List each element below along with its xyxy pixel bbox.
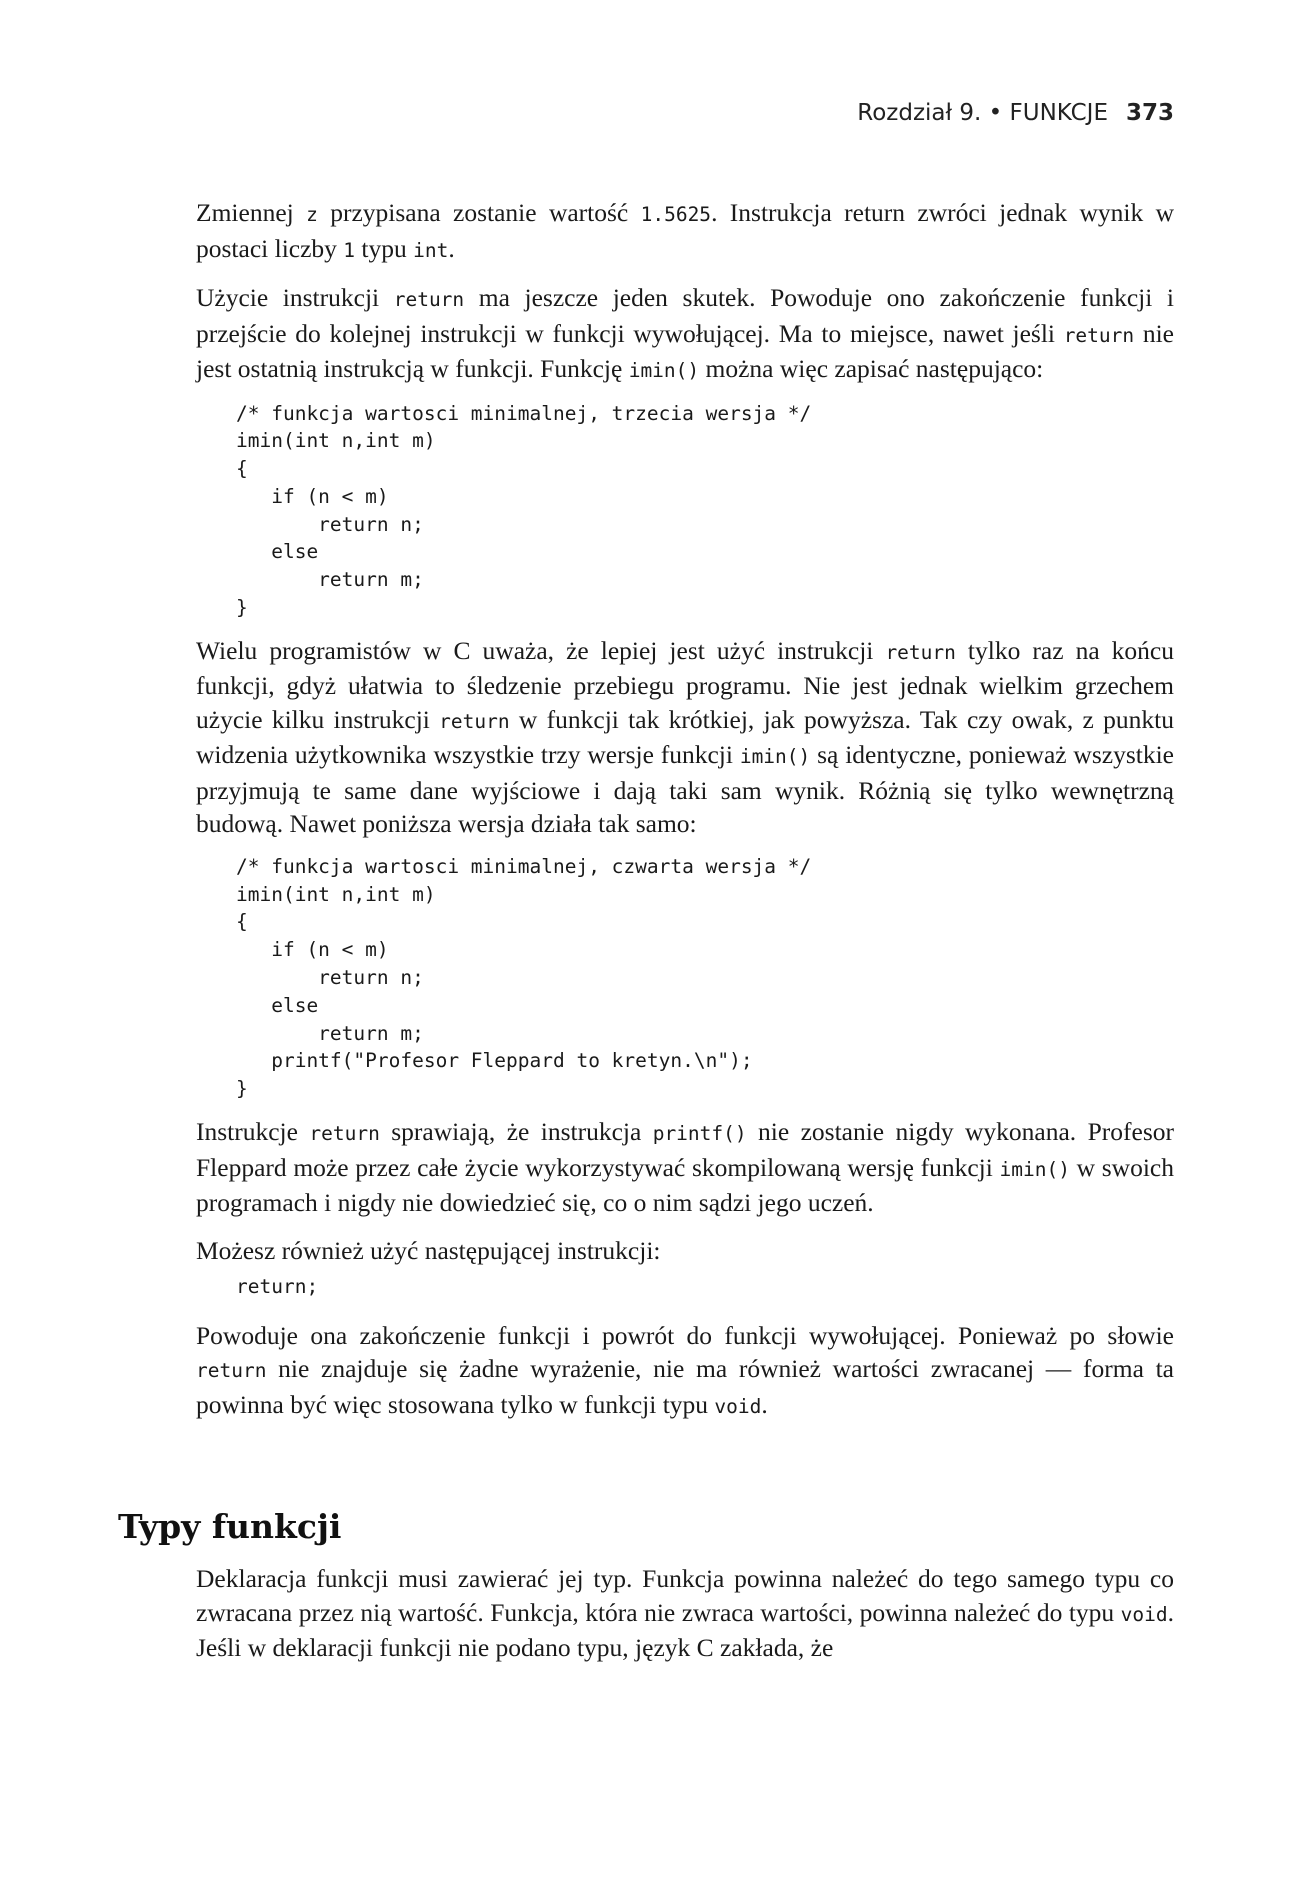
paragraph-4: [196, 1115, 1174, 1220]
inline-code: void: [714, 1394, 762, 1418]
text-run: nie jest ostatnią instrukcją w funkcji. Funkcję: [196, 318, 1174, 383]
inline-code: int: [413, 238, 449, 262]
text-run: .: [448, 233, 455, 263]
text-run: sprawiają, że instrukcja: [379, 1117, 653, 1147]
code-listing-2: /* funkcja wartosci minimalnej, czwarta wersja */ imin(int n,int m) { if (n < m) return n; else return m; printf("Profesor Fleppard to kretyn.\n"); }: [236, 854, 812, 1101]
text-run: Wielu programistów w C uważa, że lepiej jest użyć instrukcji: [196, 635, 886, 665]
inline-code: printf(): [652, 1122, 747, 1146]
inline-code: 1: [343, 238, 356, 262]
inline-code: return: [885, 640, 956, 664]
paragraph-7: [196, 1562, 1174, 1665]
section-heading: Typy funkcji: [118, 1507, 342, 1546]
text-run: przypisana zostanie wartość: [317, 198, 641, 227]
text-run: Użycie instrukcji: [196, 283, 394, 312]
text-run: Instrukcje: [196, 1117, 310, 1147]
text-run: Zmiennej: [196, 198, 307, 227]
inline-code: imin(): [628, 359, 700, 382]
inline-code: return: [1063, 323, 1135, 347]
paragraph-2: [196, 281, 1174, 388]
paragraph-3: [196, 634, 1174, 841]
section-text: [196, 1562, 1174, 1665]
inline-code: return: [393, 288, 465, 311]
inline-code: imin(): [739, 745, 811, 769]
text-run: . Instrukcja return zwróci jednak wynik w postaci liczby: [196, 198, 1174, 263]
text-run: tylko raz na końcu funkcji, gdyż ułatwia to śledzenie przebiegu programu. Nie jest jednak wielkim grzechem użycie kilku instrukcji: [196, 635, 1174, 734]
code-listing-1: /* funkcja wartosci minimalnej, trzecia wersja */ imin(int n,int m) { if (n < m) return n; else return m; }: [236, 401, 812, 620]
page-number: 373: [1125, 100, 1174, 126]
inline-code: imin(): [999, 1157, 1070, 1181]
inline-code: return: [309, 1122, 380, 1146]
code-listing-3: return;: [236, 1275, 319, 1299]
text-run: typu: [355, 233, 414, 263]
inline-code: return: [196, 1359, 267, 1383]
text-run: w swoich programach i nigdy nie dowiedzieć się, co o nim sądzi jego uczeń.: [196, 1152, 1174, 1218]
paragraph-1: [196, 196, 1174, 267]
inline-code: void: [1120, 1602, 1168, 1626]
running-header: [196, 100, 1174, 126]
text-run: . Jeśli w deklaracji funkcji nie podano typu, język C zakłada, że: [196, 1597, 1174, 1662]
text-run: można więc zapisać następująco:: [699, 354, 1044, 383]
text-run: ma jeszcze jeden skutek. Powoduje ono zakończenie funkcji i przejście do kolejnej instrukcji w funkcji wywołującej. Ma to miejsce, nawet jeśli: [196, 283, 1174, 348]
text-run: .: [761, 1389, 768, 1419]
text-run: Możesz również użyć następującej instrukcji:: [196, 1235, 661, 1265]
text-run: nie znajduje się żadne wyrażenie, nie ma również wartości zwracanej — forma ta powinna być więc stosowana tylko w funkcji typu: [196, 1354, 1174, 1419]
inline-code: z: [306, 203, 318, 226]
text-run: są identyczne, ponieważ wszystkie przyjmują te same dane wyjściowe i dają taki sam wynik. Różnią się tylko wewnętrzną budową. Nawet poniższa wersja działa tak samo:: [196, 740, 1174, 839]
text-run: nie zostanie nigdy wykonana. Profesor Fleppard może przez całe życie wykorzystywać skompilowaną wersję funkcji: [196, 1117, 1174, 1182]
text-run: Powoduje ona zakończenie funkcji i powrót do funkcji wywołującej. Ponieważ po słowie: [196, 1320, 1174, 1350]
inline-code: return: [439, 709, 510, 733]
chapter-title: Rozdział 9. • FUNKCJE: [857, 100, 1108, 126]
inline-code: 1.5625: [640, 203, 712, 226]
main-text: [196, 196, 1174, 1423]
paragraph-5: [196, 1234, 1174, 1268]
paragraph-6: [196, 1319, 1174, 1424]
text-run: w funkcji tak krótkiej, jak powyższa. Tak czy owak, z punktu widzenia użytkownika wszystkie trzy wersje funkcji: [196, 704, 1174, 770]
text-run: Deklaracja funkcji musi zawierać jej typ. Funkcja powinna należeć do tego samego typu co zwracana przez nią wartość. Funkcja, która nie zwraca wartości, powinna należeć do typu: [196, 1564, 1174, 1627]
